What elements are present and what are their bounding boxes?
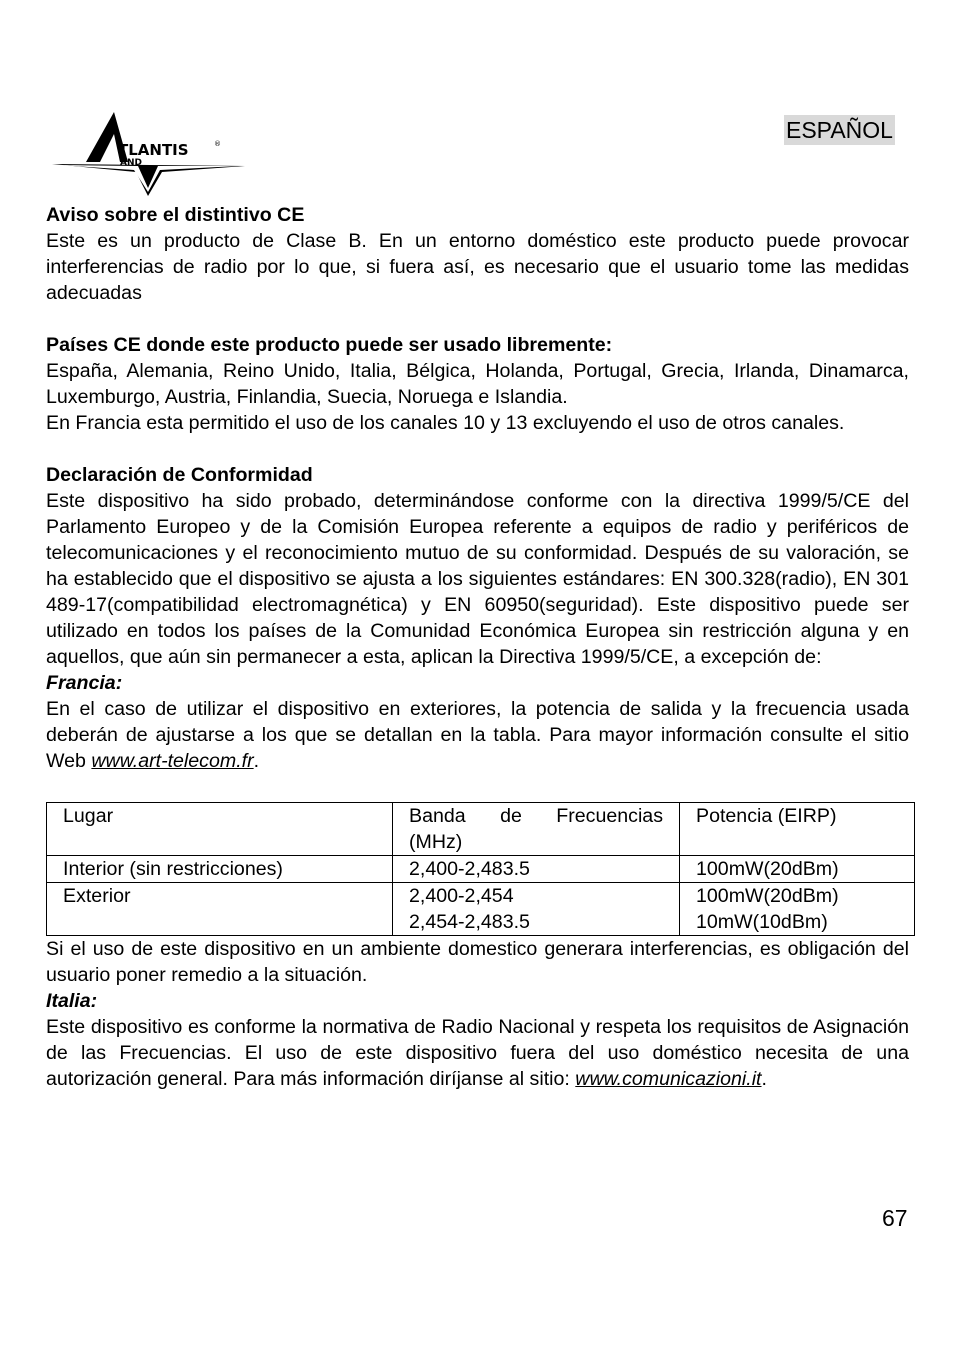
france-title: Francia: (46, 672, 123, 694)
ce-body: Este es un producto de Clase B. En un entorno doméstico este producto puede provocar interferencias de radio por lo que, si fuera así, es necesario que el usuario tome las medidas adecuadas (46, 230, 909, 304)
conformity-body: Este dispositivo ha sido probado, determinándose conforme con la directiva 1999/5/CE del Parlamento Europeo y de la Comisión Europea referente a equipos de radio y periféricos de telecomunicaciones y el reconocimiento mutuo de su conformidad. Después de su valoración, se ha establecido que el dispositivo se ajusta a los siguientes estándares: EN 300.328(radio), EN 301 489-17(compatibilidad electromagnética) y EN 60950(seguridad). Este dispositivo puede ser utilizado en todos los países de la Comunidad Económica Europea sin restricción alguna y en aquellos, que aún sin permanecer a esta, aplican la Directiva 1999/5/CE, a excepción de: (46, 490, 909, 668)
svg-text:AND: AND (120, 158, 142, 168)
page-number: 67 (882, 1205, 908, 1231)
table-header-row (47, 803, 915, 856)
frequency-table (46, 802, 915, 936)
italy-title: Italia: (46, 990, 98, 1012)
after-table-text: Si el uso de este dispositivo en un ambiente domestico generara interferencias, es obligación del usuario poner remedio a la situación. (46, 938, 909, 986)
svg-text:®: ® (214, 140, 221, 148)
cell-band: 2,400-2,483.5 (393, 856, 680, 883)
language-label: ESPAÑOL (786, 117, 893, 143)
france-body-text: En el caso de utilizar el dispositivo en exteriores, la potencia de salida y la frecuencia usada deberán de ajustarse a los que se detallan en la tabla. Para mayor información consulte el sitio Web (46, 698, 909, 772)
italy-body: Este dispositivo es conforme la normativa de Radio Nacional y respeta los requisitos de Asignación de las Frecuencias. El uso de este dispositivo fuera del uso doméstico necesita de una autorización general. Para más información diríjanse al sitio: www.comunicazioni.it. (46, 1016, 909, 1090)
conformity-title: Declaración de Conformidad (46, 464, 313, 486)
atlantis-logo-icon (50, 108, 250, 200)
cell-band: 2,400-2,454 2,454-2,483.5 (393, 883, 680, 936)
header-band: Banda de Frecuencias (MHz) (393, 803, 680, 856)
svg-text:TLANTIS: TLANTIS (118, 141, 189, 159)
atlantis-logo (50, 108, 250, 200)
header-place: Lugar (47, 803, 393, 856)
art-telecom-link[interactable]: www.art-telecom.fr (91, 750, 254, 772)
header-power: Potencia (EIRP) (680, 803, 915, 856)
cell-place: Exterior (47, 883, 393, 936)
countries-title: Países CE donde este producto puede ser usado libremente: (46, 334, 613, 356)
table-row (47, 883, 915, 936)
ce-title: Aviso sobre el distintivo CE (46, 204, 305, 226)
france-channels-body: En Francia esta permitido el uso de los canales 10 y 13 excluyendo el uso de otros canales. (46, 412, 845, 434)
page-content (46, 202, 909, 1092)
countries-body: España, Alemania, Reino Unido, Italia, Bélgica, Holanda, Portugal, Grecia, Irlanda, Dinamarca, Luxemburgo, Austria, Finlandia, Suecia, Noruega e Islandia. (46, 360, 909, 408)
cell-power: 100mW(20dBm) 10mW(10dBm) (680, 883, 915, 936)
france-body: En el caso de utilizar el dispositivo en exteriores, la potencia de salida y la frecuencia usada deberán de ajustarse a los que se detallan en la tabla. Para mayor información consulte el sitio Web www.art-telecom.fr. (46, 698, 909, 772)
comunicazioni-link[interactable]: www.comunicazioni.it (575, 1068, 762, 1090)
cell-power: 100mW(20dBm) (680, 856, 915, 883)
table-row (47, 856, 915, 883)
cell-place: Interior (sin restricciones) (47, 856, 393, 883)
italy-body-text: Este dispositivo es conforme la normativa de Radio Nacional y respeta los requisitos de Asignación de las Frecuencias. El uso de este dispositivo fuera del uso doméstico necesita de una autorización general. Para más información diríjanse al sitio: (46, 1016, 909, 1090)
